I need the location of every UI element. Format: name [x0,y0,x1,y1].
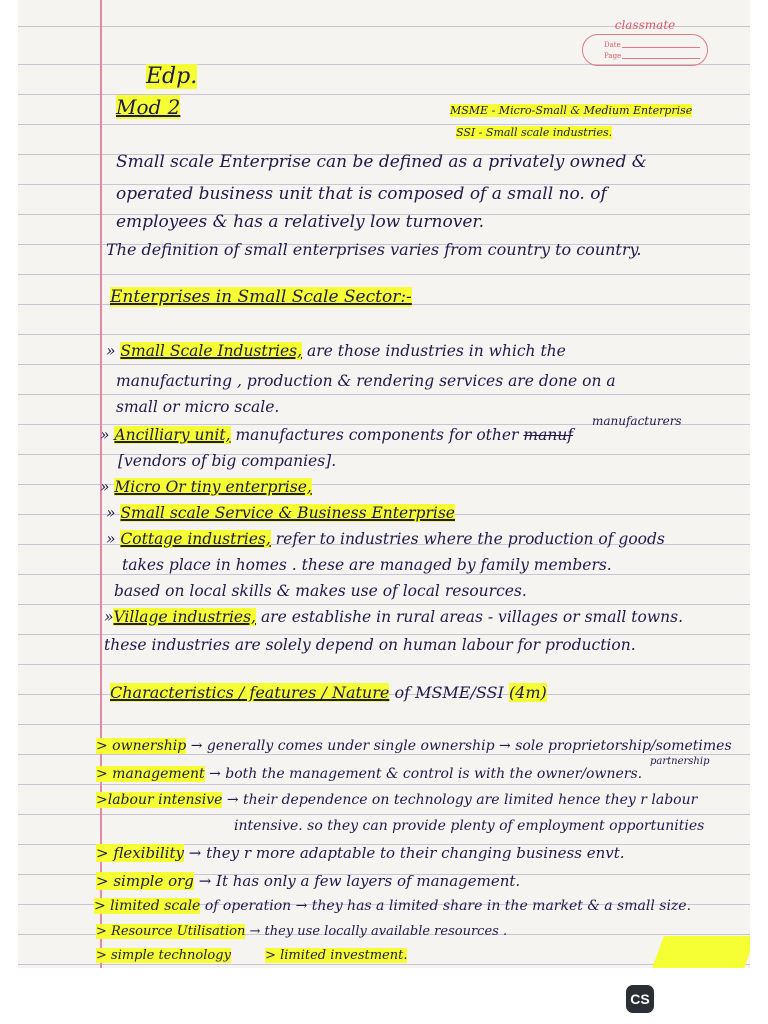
date-label: Date [604,41,621,49]
ssi-line-3: small or micro scale. [116,398,280,416]
simple-org-item: > simple org → It has only a few layers of management. [96,872,521,890]
page-label: Page [604,52,622,60]
management-item: > management → both the management & control is with the owner/owners. [96,766,643,782]
brand-name: classmate [614,18,676,32]
date-line [622,47,700,48]
ownership-item: > ownership → generally comes under single ownership → sole proprietorship/sometimes [96,738,732,754]
definition-line-4: The definition of small enterprises varies from country to country. [106,240,642,259]
labour-line-2: intensive. so they can provide plenty of employment opportunities [234,818,705,834]
resource-item: > Resource Utilisation → they use locally available resources . [96,924,508,939]
ancilliary-line-2: [vendors of big companies]. [118,452,337,470]
ancilliary-item: » Ancilliary unit, manufactures components for other manuf [100,426,574,444]
village-item: »Village industries, are establishe in rural areas - villages or small towns. [104,608,684,626]
notebook-page [18,0,750,968]
page-line [622,58,700,59]
definition-line-3: employees & has a relatively low turnover. [116,212,485,232]
ssi-line-2: manufacturing , production & rendering services are done on a [116,372,616,390]
definition-line-2: operated business unit that is composed of a small no. of [116,184,607,204]
highlight-mark [652,936,750,968]
labour-item: >labour intensive → their dependence on technology are limited hence they r labour [96,792,698,808]
date-page-box [582,34,708,66]
village-line-2: these industries are solely depend on human labour for production. [104,636,636,654]
subject-title: Edp. [146,64,198,89]
service-item: » Small scale Service & Business Enterprise [106,504,455,522]
ownership-insert: partnership [650,756,710,767]
abbr-msme: MSME - Micro-Small & Medium Enterprise [450,104,693,117]
cottage-item: » Cottage industries, refer to industries where the production of goods [106,530,665,548]
abbr-ssi: SSI - Small scale industries. [456,126,613,139]
technology-item: > simple technology > limited investment. [96,948,408,963]
flexibility-item: > flexibility → they r more adaptable to their changing business envt. [96,844,625,862]
definition-line-1: Small scale Enterprise can be defined as a privately owned & [116,152,647,172]
micro-item: » Micro Or tiny enterprise, [100,478,312,496]
camscanner-watermark-icon: CS [626,985,654,1013]
cottage-line-3: based on local skills & makes use of local resources. [114,582,527,600]
limited-scale-item: > limited scale of operation → they has a limited share in the market & a small size. [94,898,692,914]
ancilliary-insert: manufacturers [592,414,682,428]
cottage-line-2: takes place in homes . these are managed by family members. [122,556,612,574]
section-title-enterprises: Enterprises in Small Scale Sector:- [110,287,412,307]
module-title: Mod 2 [116,95,181,119]
ssi-item: » Small Scale Industries, are those industries in which the [106,342,566,360]
section-title-characteristics: Characteristics / features / Nature of MSME/SSI (4m) [110,683,547,702]
brand-logo [570,10,720,70]
